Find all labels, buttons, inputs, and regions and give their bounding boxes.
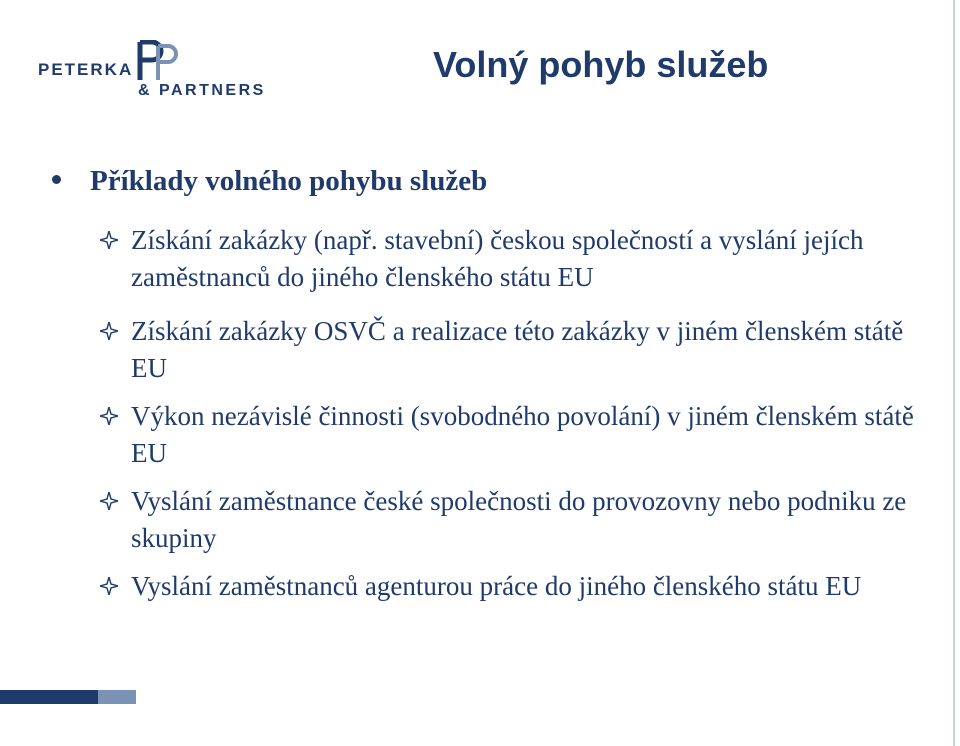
logo-text-partners: & PARTNERS bbox=[138, 82, 266, 99]
list-item-text: Získání zakázky (např. stavební) českou společností a vyslání jejích zaměstnanců do jiného členského státu EU bbox=[131, 225, 864, 292]
list-item-text: Vyslání zaměstnance české společnosti do provozovny nebo podniku ze skupiny bbox=[131, 486, 907, 553]
list-item bbox=[100, 483, 930, 557]
list-item-text: Vyslání zaměstnanců agenturou práce do jiného členského státu EU bbox=[131, 571, 862, 601]
list-item-text: Získání zakázky OSVČ a realizace této zakázky v jiném členském státě EU bbox=[131, 316, 904, 383]
bullet-list bbox=[100, 222, 930, 605]
list-item bbox=[100, 398, 930, 472]
list-item bbox=[100, 568, 930, 605]
peterka-partners-logo bbox=[38, 40, 278, 104]
right-edge-rule bbox=[953, 0, 955, 746]
list-item-text: Výkon nezávislé činnosti (svobodného povolání) v jiném členském státě EU bbox=[131, 401, 914, 468]
four-point-star-icon bbox=[100, 407, 118, 425]
list-item bbox=[100, 222, 930, 296]
list-item bbox=[100, 313, 930, 387]
footer-bar-light bbox=[98, 690, 136, 704]
four-point-star-icon bbox=[100, 577, 118, 595]
four-point-star-icon bbox=[100, 492, 118, 510]
slide-title: Volný pohyb služeb bbox=[433, 44, 769, 85]
pp-monogram-icon bbox=[136, 40, 180, 82]
bullet-dot-icon bbox=[52, 175, 61, 184]
footer-bar-dark bbox=[0, 690, 98, 704]
section-heading: Příklady volného pohybu služeb bbox=[90, 165, 488, 197]
four-point-star-icon bbox=[100, 322, 118, 340]
logo-text-peterka: PETERKA bbox=[38, 60, 134, 79]
four-point-star-icon bbox=[100, 231, 118, 249]
